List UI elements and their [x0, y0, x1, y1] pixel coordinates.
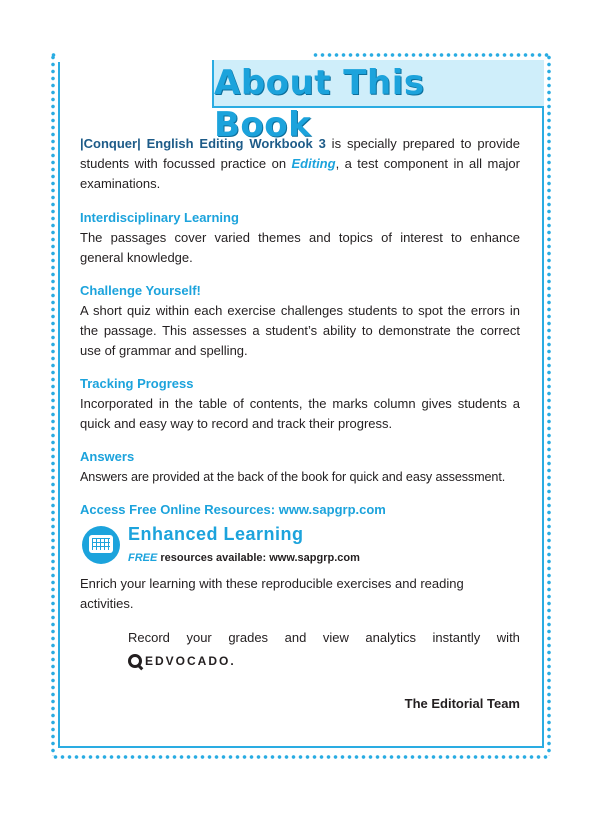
- book-name: |Conquer| English Editing Workbook 3: [80, 136, 326, 151]
- enhanced-learning-banner: [80, 524, 520, 570]
- section-interdisciplinary: [80, 208, 520, 268]
- top-dotted-border: [312, 52, 550, 58]
- record-block: [128, 628, 520, 671]
- intro-text-1: is specially prepared to provide students with focussed practice on: [80, 136, 520, 171]
- film-reel-icon: [82, 526, 120, 564]
- enhanced-learning-title: Enhanced Learning: [128, 524, 304, 544]
- left-dotted-border: [50, 54, 56, 756]
- content: [80, 134, 520, 671]
- page-title: About This Book: [214, 63, 425, 145]
- access-resources: Access Free Online Resources: www.sapgrp.com: [80, 502, 386, 517]
- edvocado-wordmark: EDVOCADO.: [145, 654, 236, 668]
- intro-paragraph: [80, 134, 520, 194]
- section-body: Incorporated in the table of contents, the marks column gives students a quick and easy way to record and track their progress.: [80, 396, 520, 431]
- record-text: Record your grades and view analytics instantly with: [128, 630, 520, 645]
- title-banner: [212, 60, 544, 145]
- section-body: Answers are provided at the back of the book for quick and easy assessment.: [80, 470, 506, 484]
- enhanced-learning-subtitle: [128, 548, 360, 568]
- top-left-dots: [50, 52, 58, 58]
- section-body: The passages cover varied themes and topics of interest to enhance general knowledge.: [80, 230, 520, 265]
- signature: The Editorial Team: [404, 696, 520, 711]
- edvocado-icon: [128, 654, 142, 668]
- bottom-dotted-border: [52, 754, 550, 760]
- section-heading: Interdisciplinary Learning: [80, 210, 239, 225]
- intro-emphasis: Editing: [291, 156, 336, 171]
- section-body: A short quiz within each exercise challenges students to spot the errors in the passage. This assesses a student’s ability to demonstrate the correct use of grammar and spelling.: [80, 303, 520, 358]
- section-heading: Answers: [80, 449, 135, 464]
- section-tracking: [80, 374, 520, 434]
- section-heading: Tracking Progress: [80, 376, 194, 391]
- section-challenge: [80, 281, 520, 361]
- resources-text: resources available: www.sapgrp.com: [157, 552, 360, 564]
- enrich-text: Enrich your learning with these reproducible exercises and reading activities.: [80, 576, 464, 611]
- intro-text-2: , a test component in all major examinations.: [80, 156, 520, 191]
- right-dotted-border: [546, 54, 552, 756]
- free-label: FREE: [128, 552, 158, 564]
- section-answers: [80, 447, 520, 487]
- edvocado-logo: [128, 651, 520, 671]
- section-heading: Challenge Yourself!: [80, 283, 201, 298]
